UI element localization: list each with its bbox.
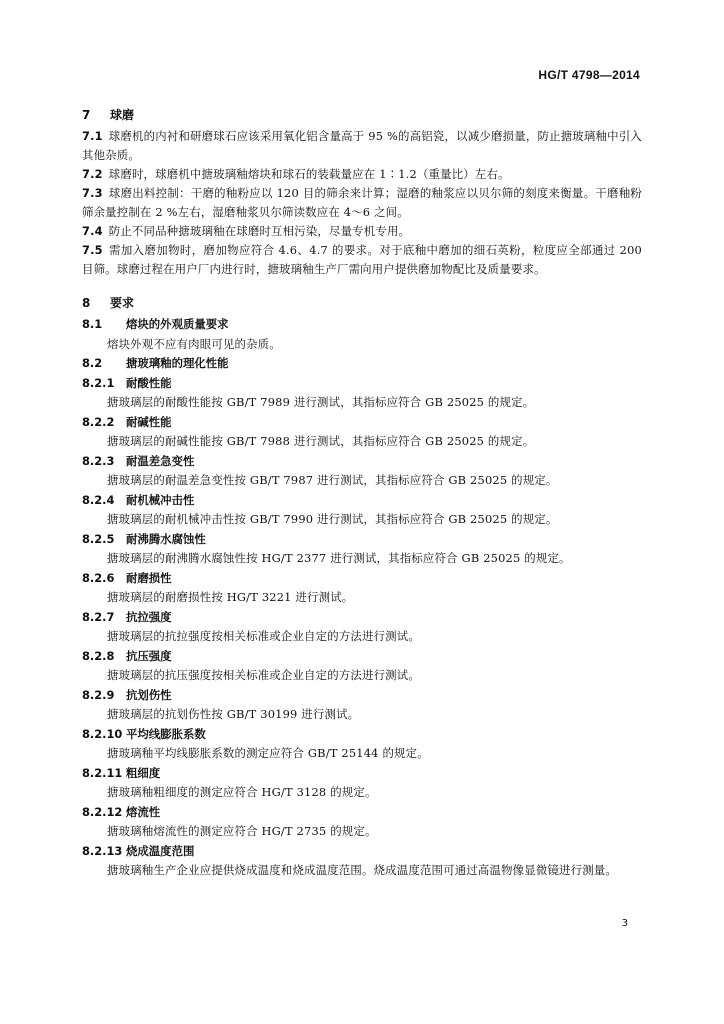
clause-number: 7.5	[82, 243, 103, 257]
clause-paragraph	[82, 184, 642, 222]
clause-title: 抗压强度	[126, 648, 172, 663]
section-8-clauses	[82, 315, 642, 881]
clause-title: 耐酸性能	[126, 375, 172, 390]
clause-title: 抗划伤性	[126, 687, 172, 702]
clause-heading	[82, 491, 642, 511]
clause-text: 球磨机的内衬和研磨球石应该采用氧化铝含量高于 95 %的高铝瓷，以减少磨损量，防止搪玻璃釉中引入其他杂质。	[82, 129, 642, 162]
clause-heading	[82, 725, 642, 745]
clause-heading	[82, 803, 642, 823]
clause-body: 搪玻璃釉熔流性的测定应符合 HG/T 2735 的规定。	[107, 824, 377, 838]
clause-body: 搪玻璃层的耐磨损性按 HG/T 3221 进行测试。	[107, 590, 354, 604]
clause-title: 抗拉强度	[126, 609, 172, 624]
clause-body: 搪玻璃层的抗划伤性按 GB/T 30199 进行测试。	[107, 707, 360, 721]
page-number: 3	[621, 918, 628, 929]
clause-number: 8.2.2	[82, 414, 115, 429]
clause-number: 8.2.6	[82, 570, 115, 585]
clause-heading	[82, 315, 642, 335]
clause-body: 搪玻璃釉粗细度的测定应符合 HG/T 3128 的规定。	[107, 785, 377, 799]
clause-title: 粗细度	[126, 765, 161, 780]
clause-heading	[82, 686, 642, 706]
clause-body: 搪玻璃层的耐沸腾水腐蚀性按 HG/T 2377 进行测试，其指标应符合 GB 25025 的规定。	[107, 551, 571, 565]
standard-code: HG/T 4798—2014	[538, 68, 640, 82]
clause-text: 防止不同品种搪玻璃釉在球磨时互相污染，尽量专机专用。	[108, 224, 411, 238]
clause-number: 7.4	[82, 224, 103, 238]
clause-number: 8.2.3	[82, 453, 115, 468]
clause-number: 8.2.11	[82, 765, 123, 780]
clause-heading	[82, 608, 642, 628]
clause-number: 8.2.9	[82, 687, 115, 702]
clause-paragraph	[82, 127, 642, 165]
clause-number: 8.2.10	[82, 726, 123, 741]
section-8-heading	[82, 293, 642, 313]
clause-body: 搪玻璃釉生产企业应提供烧成温度和烧成温度范围。烧成温度范围可通过高温物像显微镜进行测量。	[107, 863, 617, 877]
clause-body: 搪玻璃层的耐机械冲击性按 GB/T 7990 进行测试，其指标应符合 GB 25025 的规定。	[107, 512, 558, 526]
clause-heading	[82, 647, 642, 667]
clause-number: 8.2.13	[82, 843, 123, 858]
clause-number: 8.2.4	[82, 492, 115, 507]
clause-title: 耐磨损性	[126, 570, 172, 585]
clause-number: 8.2	[82, 356, 103, 370]
clause-body: 搪玻璃釉平均线膨胀系数的测定应符合 GB/T 25144 的规定。	[107, 746, 429, 760]
clause-number: 8.1	[82, 317, 103, 331]
clause-body: 搪玻璃层的耐酸性能按 GB/T 7989 进行测试，其指标应符合 GB 25025 的规定。	[107, 395, 535, 409]
section-number: 8	[82, 296, 91, 310]
clause-paragraph	[82, 241, 642, 279]
clause-heading	[82, 569, 642, 589]
clause-paragraph	[82, 222, 642, 241]
clause-body: 搪玻璃层的耐碱性能按 GB/T 7988 进行测试，其指标应符合 GB 25025 的规定。	[107, 434, 535, 448]
clause-number: 8.2.8	[82, 648, 115, 663]
clause-body: 搪玻璃层的抗拉强度按相关标准或企业自定的方法进行测试。	[107, 629, 420, 643]
clause-number: 7.3	[82, 186, 103, 200]
clause-body: 熔块外观不应有肉眼可见的杂质。	[107, 336, 281, 351]
clause-title: 耐沸腾水腐蚀性	[126, 531, 206, 546]
clause-paragraph	[82, 165, 642, 184]
clause-number: 7.1	[82, 129, 103, 143]
clause-heading	[82, 842, 642, 862]
clause-number: 8.2.7	[82, 609, 115, 624]
clause-title: 熔块的外观质量要求	[126, 317, 229, 331]
clause-title: 平均线膨胀系数	[126, 726, 206, 741]
clause-heading	[82, 530, 642, 550]
clause-title: 搪玻璃釉的理化性能	[126, 356, 229, 370]
section-7-paragraphs	[82, 127, 642, 279]
clause-title: 烧成温度范围	[126, 843, 195, 858]
clause-number: 8.2.12	[82, 804, 123, 819]
clause-title: 耐碱性能	[126, 414, 172, 429]
document-body	[82, 105, 642, 881]
clause-title: 耐温差急变性	[126, 453, 195, 468]
section-title: 要求	[110, 296, 135, 310]
section-7-heading	[82, 105, 642, 125]
clause-number: 8.2.5	[82, 531, 115, 546]
clause-text: 需加入磨加物时，磨加物应符合 4.6、4.7 的要求。对于底釉中磨加的细石英粉，粒度应全部通过 200 目筛。球磨过程在用户厂内进行时，搪玻璃釉生产厂需向用户提供磨加物配比及质量要求。	[82, 243, 642, 276]
clause-heading	[82, 452, 642, 472]
clause-heading	[82, 374, 642, 394]
clause-heading	[82, 413, 642, 433]
clause-title: 熔流性	[126, 804, 161, 819]
clause-text: 球磨出料控制：干磨的釉粉应以 120 目的筛余来计算；湿磨的釉浆应以贝尔筛的刻度来衡量。干磨釉粉筛余量控制在 2 %左右，湿磨釉浆贝尔筛读数应在 4～6 之间。	[82, 186, 642, 219]
clause-heading	[82, 764, 642, 784]
clause-body: 搪玻璃层的耐温差急变性按 GB/T 7987 进行测试，其指标应符合 GB 25025 的规定。	[107, 473, 558, 487]
clause-text: 球磨时，球磨机中搪玻璃釉熔块和球石的装载量应在 1∶1.2（重量比）左右。	[108, 167, 510, 181]
section-title: 球磨	[110, 108, 135, 122]
clause-body: 搪玻璃层的抗压强度按相关标准或企业自定的方法进行测试。	[107, 668, 420, 682]
clause-heading	[82, 354, 642, 374]
section-number: 7	[82, 108, 91, 122]
clause-number: 8.2.1	[82, 375, 115, 390]
clause-title: 耐机械冲击性	[126, 492, 195, 507]
clause-number: 7.2	[82, 167, 103, 181]
